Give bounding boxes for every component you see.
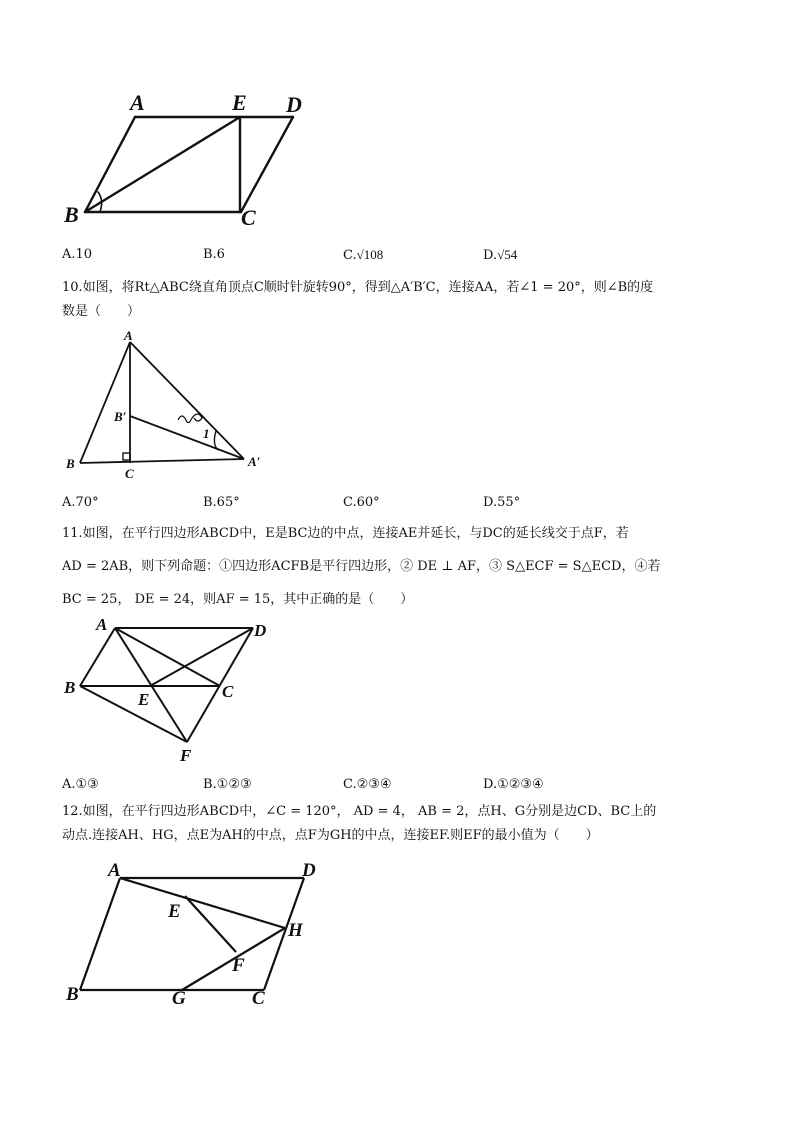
label-A: A: [124, 328, 133, 343]
q10-option-d[interactable]: D.55°: [483, 495, 521, 510]
label-A: A: [96, 616, 108, 634]
question-11: [62, 517, 742, 616]
figure-q10-rotated-triangle: [60, 328, 280, 483]
q9-option-d[interactable]: [483, 247, 517, 263]
q9-option-c[interactable]: [343, 247, 383, 263]
q9-option-c-radicand: 108: [363, 247, 384, 262]
q11-line-3: BC = 25， DE = 24，则AF = 15，其中正确的是（ ）: [62, 592, 414, 607]
segment-AB: [80, 878, 120, 990]
label-B: B: [64, 202, 79, 227]
sqrt-symbol: √: [356, 247, 364, 262]
q9-option-b[interactable]: B.6: [203, 247, 225, 262]
label-E: E: [168, 901, 181, 922]
q11-option-a[interactable]: A.①③: [62, 777, 99, 792]
q11-option-d[interactable]: D.①②③④: [483, 777, 544, 792]
right-angle-mark: [123, 453, 130, 460]
segment-BF: [80, 686, 187, 742]
q10-option-b[interactable]: B.65°: [203, 495, 240, 510]
q9-option-c-prefix: C.: [343, 248, 357, 263]
label-B: B: [66, 456, 75, 471]
label-B: B: [64, 678, 76, 697]
label-H: H: [288, 920, 303, 941]
label-A: A: [130, 92, 145, 115]
q10-option-a[interactable]: A.70°: [62, 495, 99, 510]
segment-AC: [115, 628, 220, 686]
label-E: E: [138, 690, 150, 709]
segment-DC: [241, 117, 293, 212]
label-D: D: [286, 92, 302, 117]
label-D: D: [302, 860, 316, 881]
q11-line-1: 11.如图，在平行四边形ABCD中，E是BC边的中点，连接AE并延长，与DC的延长线交于点F，若: [62, 526, 629, 541]
question-10: [62, 276, 742, 324]
segment-BE: [85, 117, 240, 212]
q10-line-2: 数是（ ）: [62, 304, 141, 319]
label-F: F: [180, 746, 192, 765]
figure-q11-parallelogram-extended: [60, 616, 280, 768]
label-B: B: [66, 984, 79, 1005]
figure-q9-parallelogram: [60, 92, 320, 232]
segment-AH: [120, 878, 285, 928]
segment-AA-prime: [130, 342, 244, 459]
label-E: E: [232, 92, 247, 115]
q11-line-2: AD = 2AB，则下列命题：①四边形ACFB是平行四边形，② DE ⊥ AF，③ S△ECF = S△ECD，④若: [62, 559, 661, 574]
sqrt-symbol: √: [497, 247, 505, 262]
q11-option-c[interactable]: C.②③④: [343, 777, 392, 792]
label-F: F: [232, 955, 245, 976]
label-C: C: [252, 988, 265, 1009]
q10-option-c[interactable]: C.60°: [343, 495, 380, 510]
q11-option-b[interactable]: B.①②③: [203, 777, 252, 792]
label-C: C: [125, 466, 134, 481]
q10-line-1: 10.如图，将Rt△ABC绕直角顶点C顺时针旋转90°，得到△A′B′C，连接AA，若∠1 = 20°，则∠B的度: [62, 280, 654, 295]
label-1: 1: [203, 426, 210, 441]
q11-options: [62, 777, 762, 797]
label-G: G: [172, 988, 186, 1009]
label-C: C: [222, 682, 234, 701]
segment-AB: [80, 628, 115, 686]
label-A-prime: A′: [248, 454, 261, 469]
question-12: [62, 800, 742, 848]
segment-AB: [80, 342, 130, 463]
q9-option-d-prefix: D.: [483, 248, 498, 263]
pen-annotation: [178, 414, 202, 423]
label-D: D: [254, 621, 267, 640]
label-C: C: [241, 205, 256, 230]
q9-option-d-radicand: 54: [504, 247, 518, 262]
q9-options: [62, 247, 762, 267]
label-A: A: [108, 860, 121, 881]
segment-BA-prime: [80, 459, 244, 463]
figure-q12-parallelogram-midpoints: [60, 854, 330, 1014]
label-B-prime: B′: [114, 409, 127, 424]
q12-line-1: 12.如图，在平行四边形ABCD中，∠C = 120°， AD = 4， AB = 2，点H、G分别是边CD、BC上的: [62, 804, 657, 819]
q12-line-2: 动点.连接AH、HG，点E为AH的中点，点F为GH的中点，连接EF.则EF的最小值为（ ）: [62, 828, 599, 843]
q9-option-a[interactable]: A.10: [62, 247, 93, 262]
q10-options: [62, 495, 762, 515]
